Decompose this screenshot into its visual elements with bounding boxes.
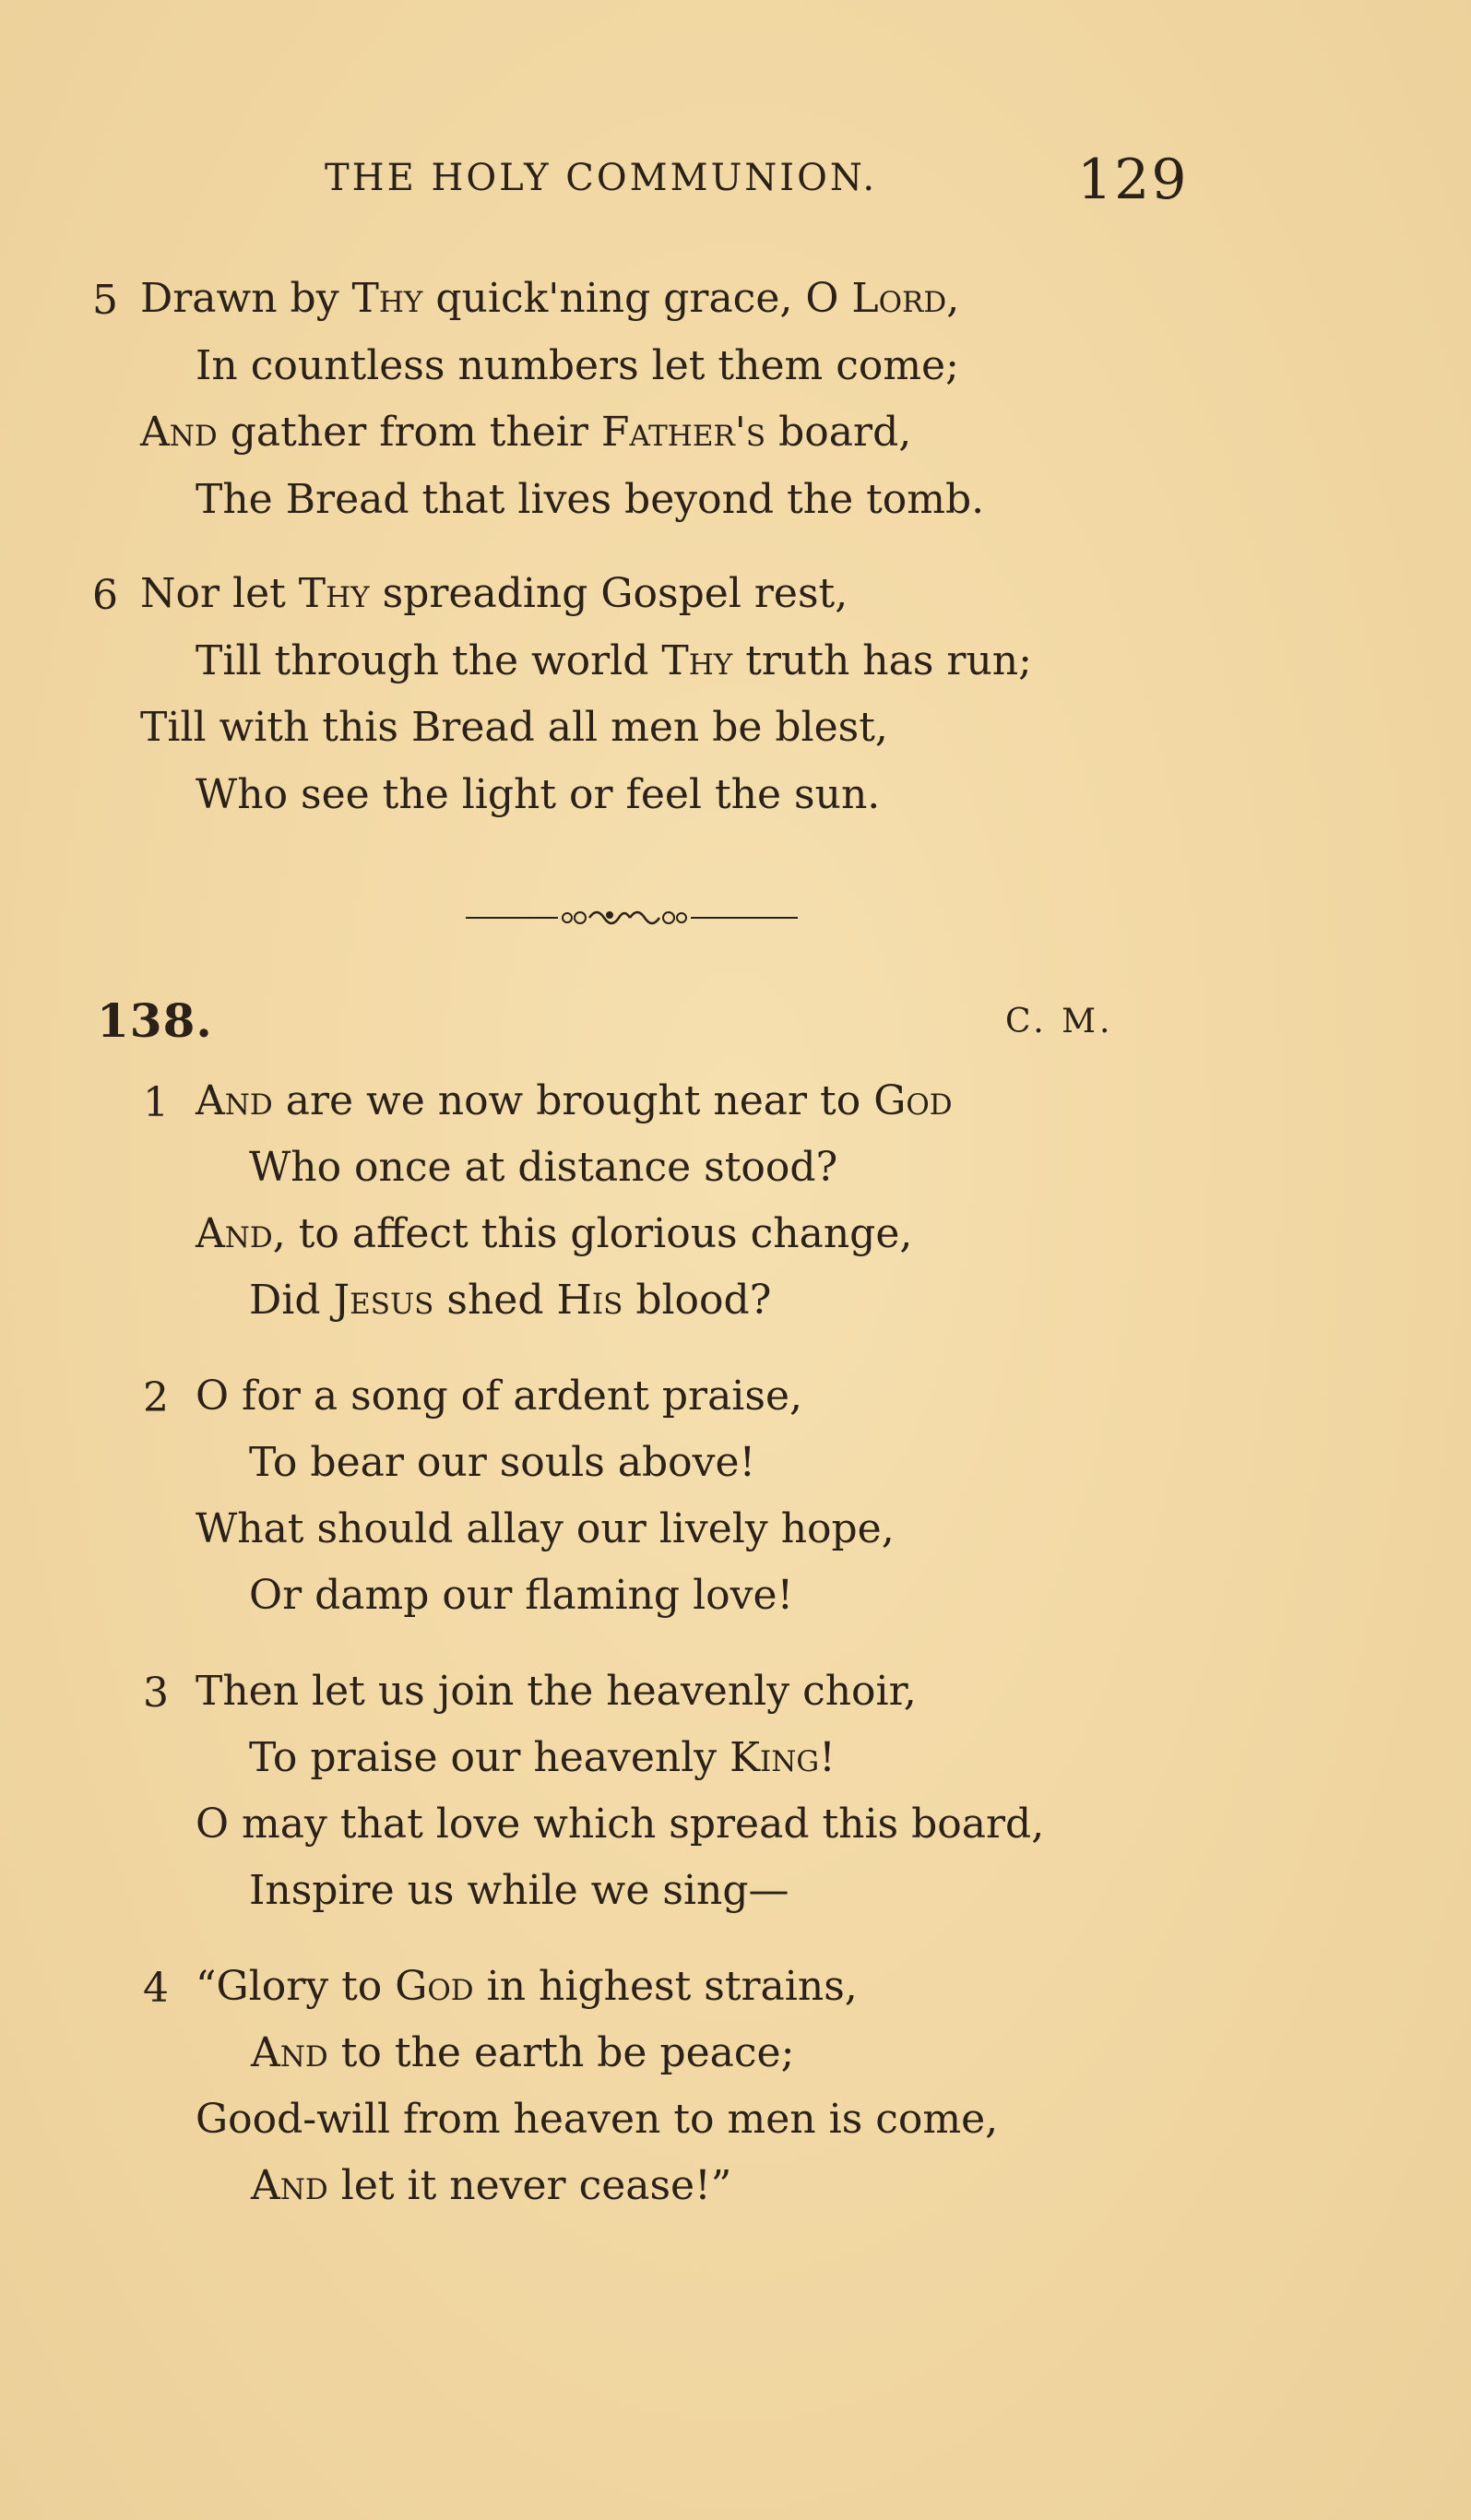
verse-line: Till with this Bread all men be blest, bbox=[140, 704, 888, 751]
verse-line: Who once at distance stood? bbox=[249, 1144, 838, 1191]
hymn-number: 138. bbox=[97, 993, 213, 1048]
verse-line: Good-will from heaven to men is come, bbox=[196, 2096, 999, 2143]
page-header bbox=[0, 148, 1471, 212]
verse-number: 3 bbox=[143, 1670, 169, 1717]
verse-number: 4 bbox=[143, 1965, 169, 2012]
verse-number: 1 bbox=[143, 1079, 169, 1126]
verse-line: Inspire us while we sing— bbox=[249, 1867, 789, 1914]
verse-line: Did Jesus shed His blood? bbox=[249, 1277, 772, 1324]
verse-line: Then let us join the heavenly choir, bbox=[196, 1668, 917, 1715]
verse-line: To praise our heavenly King! bbox=[249, 1734, 836, 1781]
hymn-meter: C. M. bbox=[1005, 1003, 1114, 1040]
verse-line: Till through the world Thy truth has run; bbox=[196, 637, 1032, 684]
verse-line: Who see the light or feel the sun. bbox=[196, 771, 881, 818]
verse-line: And let it never cease!” bbox=[251, 2162, 732, 2209]
verse-number: 5 bbox=[92, 277, 118, 324]
verse-line: The Bread that lives beyond the tomb. bbox=[196, 476, 985, 523]
running-title: THE HOLY COMMUNION. bbox=[325, 157, 878, 199]
verse-line: And to the earth be peace; bbox=[251, 2029, 795, 2076]
verse-line: Drawn by Thy quick'ning grace, O Lord, bbox=[140, 275, 960, 322]
verse-number: 6 bbox=[92, 572, 118, 619]
verse-line: Nor let Thy spreading Gospel rest, bbox=[140, 570, 848, 617]
verse-line: “Glory to God in highest strains, bbox=[196, 1963, 858, 2010]
verse-line: Or damp our flaming love! bbox=[249, 1572, 794, 1619]
ornamental-divider bbox=[466, 904, 798, 932]
verse-line: And gather from their Father's board, bbox=[140, 409, 912, 456]
verse-line: And, to affect this glorious change, bbox=[196, 1210, 913, 1257]
page-number: 129 bbox=[1077, 148, 1189, 212]
verse-line: O for a song of ardent praise, bbox=[196, 1373, 802, 1420]
verse-line: What should allay our lively hope, bbox=[196, 1505, 895, 1552]
verse-line: In countless numbers let them come; bbox=[196, 342, 959, 389]
verse-line: O may that love which spread this board, bbox=[196, 1801, 1045, 1848]
verse-line: And are we now brought near to God bbox=[196, 1077, 953, 1124]
verse-line: To bear our souls above! bbox=[249, 1439, 756, 1486]
verse-number: 2 bbox=[143, 1374, 169, 1421]
